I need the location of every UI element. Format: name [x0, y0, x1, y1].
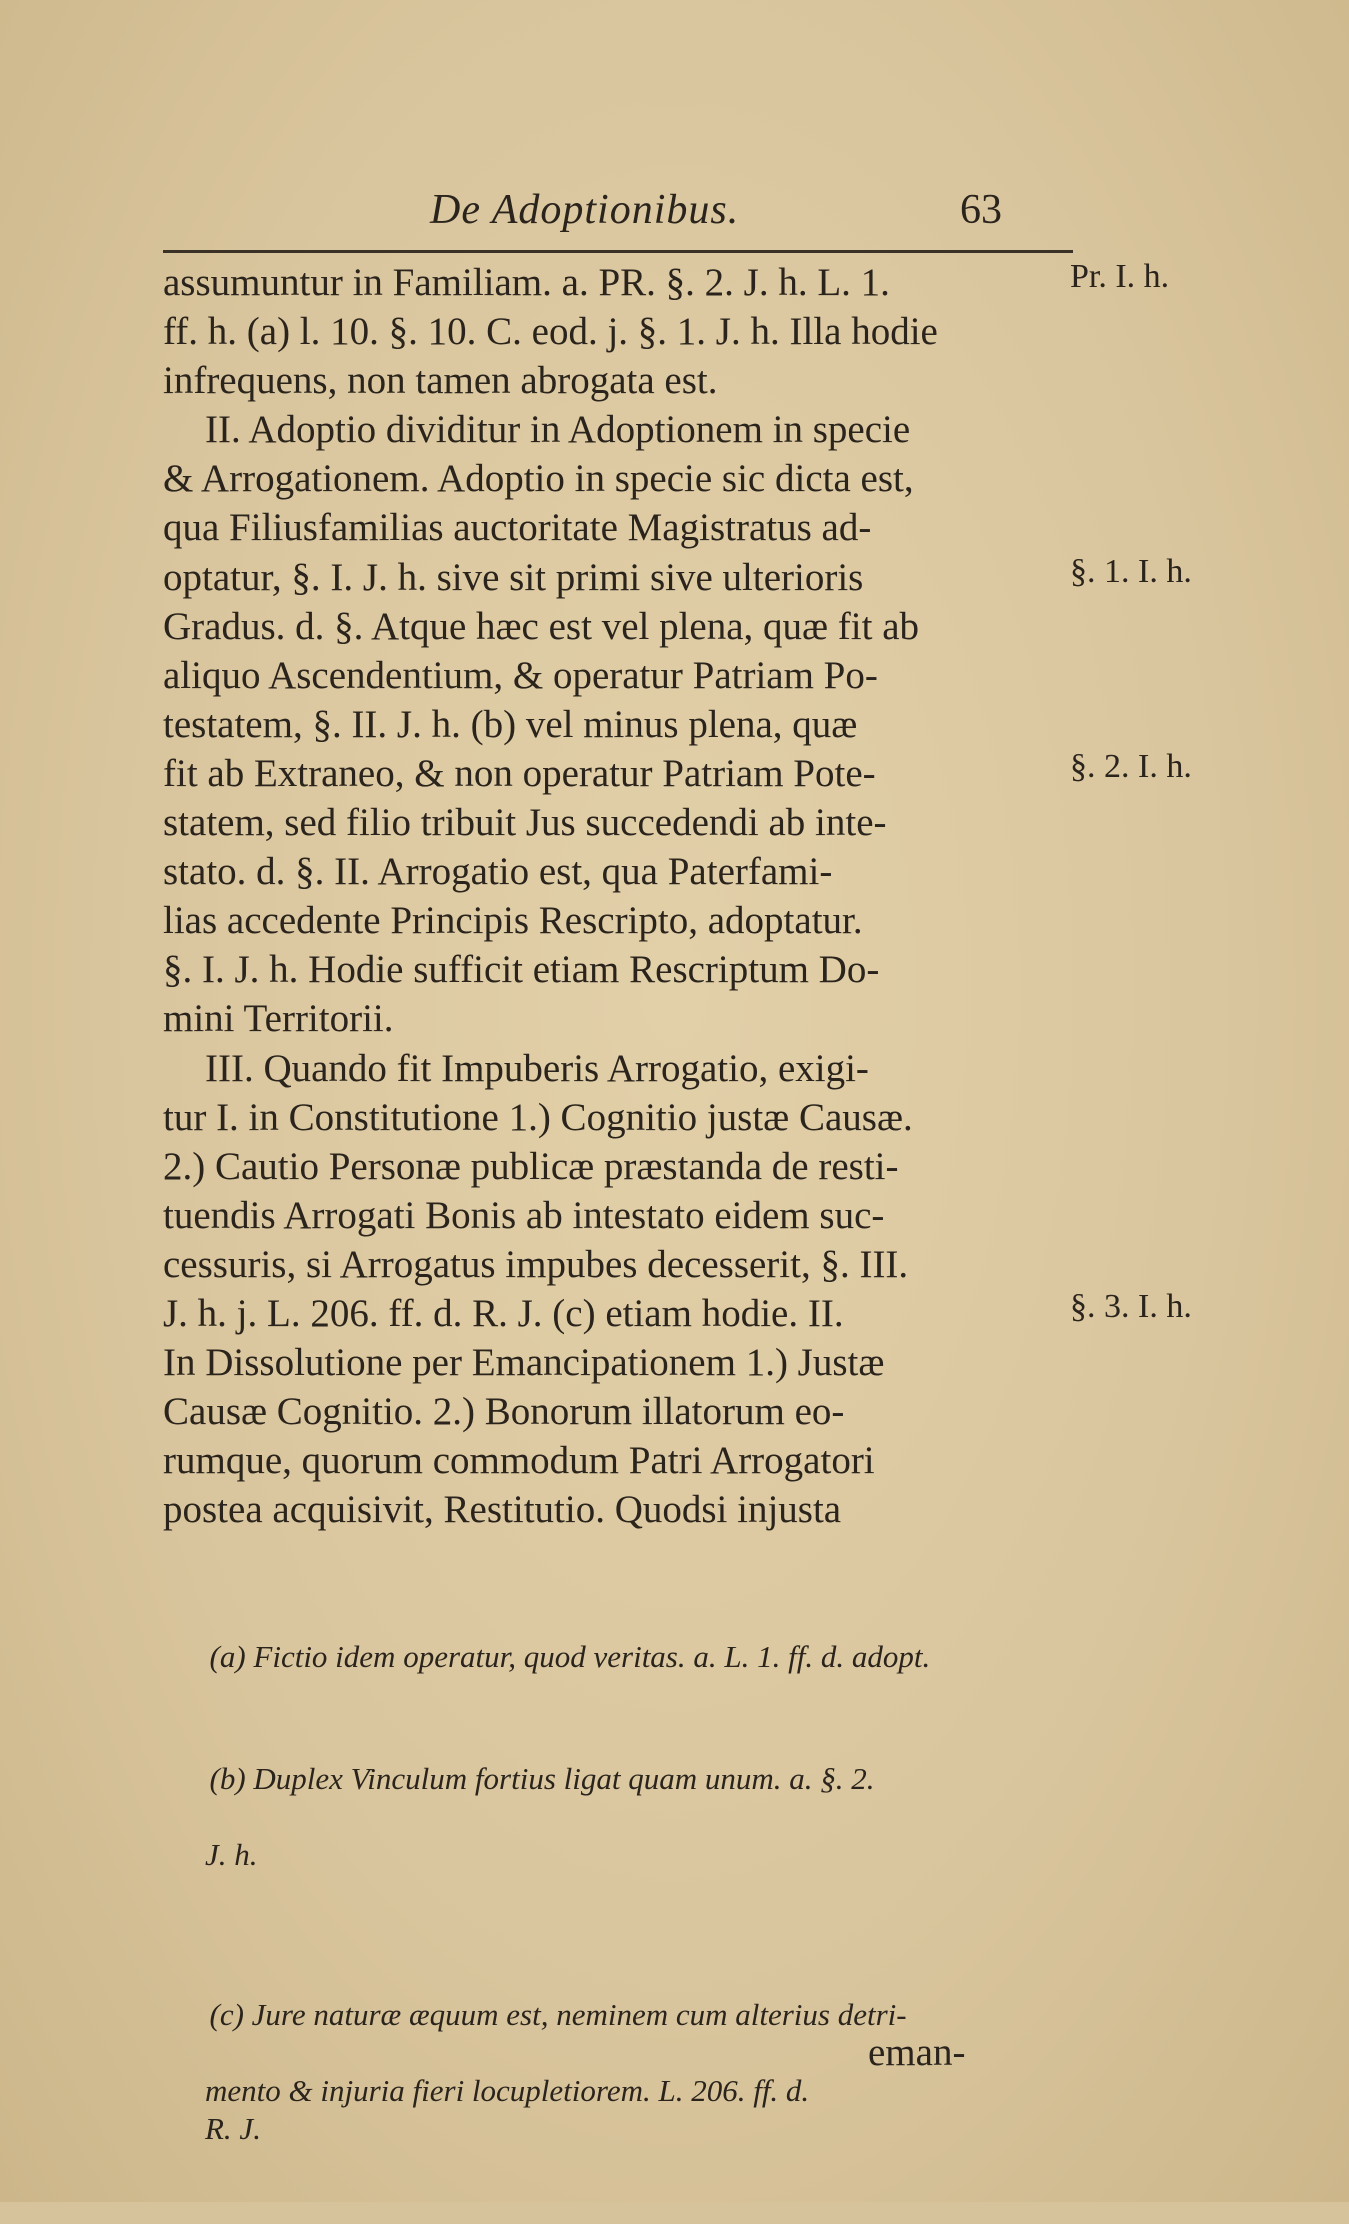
text-line: testatem, §. II. J. h. (b) vel minus plena, quæ [163, 702, 858, 746]
text-line: tur I. in Constitutione 1.) Cognitio justæ Causæ. [163, 1095, 913, 1139]
text-line: III. Quando fit Impuberis Arrogatio, exigi- [205, 1046, 869, 1090]
text-line: In Dissolutione per Emancipationem 1.) Justæ [163, 1341, 885, 1385]
text-line: tuendis Arrogati Bonis ab intestato eidem suc- [163, 1193, 885, 1237]
text-line: Causæ Cognitio. 2.) Bonorum illatorum eo- [163, 1390, 845, 1434]
margin-note: §. 1. I. h. [1070, 553, 1192, 590]
footnote [163, 1722, 1023, 1950]
text-line: II. Adoptio dividitur in Adoptionem in specie [205, 408, 911, 452]
text-line: mini Territorii. [163, 997, 394, 1041]
margin-note: Pr. I. h. [1070, 258, 1170, 295]
text-line: rumque, quorum commodum Patri Arrogatori [163, 1439, 875, 1483]
text-line: lias accedente Principis Rescripto, adoptatur. [163, 899, 863, 943]
text-line: qua Filiusfamilias auctoritate Magistratus ad- [163, 506, 872, 550]
page-number: 63 [960, 187, 1002, 233]
footnote-text: (c) Jure naturæ æquum est, neminem cum alterius detri- [209, 1997, 907, 2032]
text-line: assumuntur in Familiam. a. PR. §. 2. J. h. L. 1. [163, 261, 890, 304]
text-line: aliquo Ascendentium, & operatur Patriam Po- [163, 653, 878, 697]
text-line: fit ab Extraneo, & non operatur Patriam Pote- [163, 751, 876, 795]
text-line: statem, sed filio tribuit Jus succedendi ab inte- [163, 801, 887, 845]
footnote-text: (b) Duplex Vinculum fortius ligat quam unum. a. §. 2. [209, 1761, 875, 1796]
footnote-continuation: J. h. [205, 1837, 258, 1872]
text-line: infrequens, non tamen abrogata est. [163, 359, 718, 403]
margin-note: §. 3. I. h. [1070, 1288, 1192, 1325]
running-title: De Adoptionibus. [430, 187, 740, 233]
text-line: §. I. J. h. Hodie sufficit etiam Rescriptum Do- [163, 948, 880, 992]
text-line: & Arrogationem. Adoptio in specie sic dicta est, [163, 457, 914, 501]
text-line: optatur, §. I. J. h. sive sit primi sive ulterioris [163, 555, 864, 599]
footnote [163, 1958, 1023, 2224]
text-line: postea acquisivit, Restitutio. Quodsi injusta [163, 1488, 842, 1532]
page-header [160, 186, 1000, 246]
footnote-text: (a) Fictio idem operatur, quod veritas. a. L. 1. ff. d. adopt. [209, 1639, 931, 1674]
footnote [163, 1600, 1023, 1714]
footnotes [163, 1600, 1023, 2224]
text-line: ff. h. (a) l. 10. §. 10. C. eod. j. §. 1. J. h. Illa hodie [163, 310, 938, 354]
footnote-continuation: mento & injuria fieri locupletiorem. L. 206. ff. d. R. J. [205, 2073, 810, 2146]
header-rule [163, 250, 1073, 253]
margin-note: §. 2. I. h. [1070, 748, 1192, 785]
text-line: J. h. j. L. 206. ff. d. R. J. (c) etiam hodie. II. [163, 1291, 844, 1335]
text-line: cessuris, si Arrogatus impubes decesserit, §. III. [163, 1242, 909, 1286]
catchword: eman- [868, 2031, 966, 2074]
text-line: Gradus. d. §. Atque hæc est vel plena, quæ fit ab [163, 604, 920, 648]
body-text [163, 258, 1003, 1534]
text-line: 2.) Cautio Personæ publicæ præstanda de resti- [163, 1144, 899, 1188]
text-line: stato. d. §. II. Arrogatio est, qua Paterfami- [163, 850, 833, 894]
